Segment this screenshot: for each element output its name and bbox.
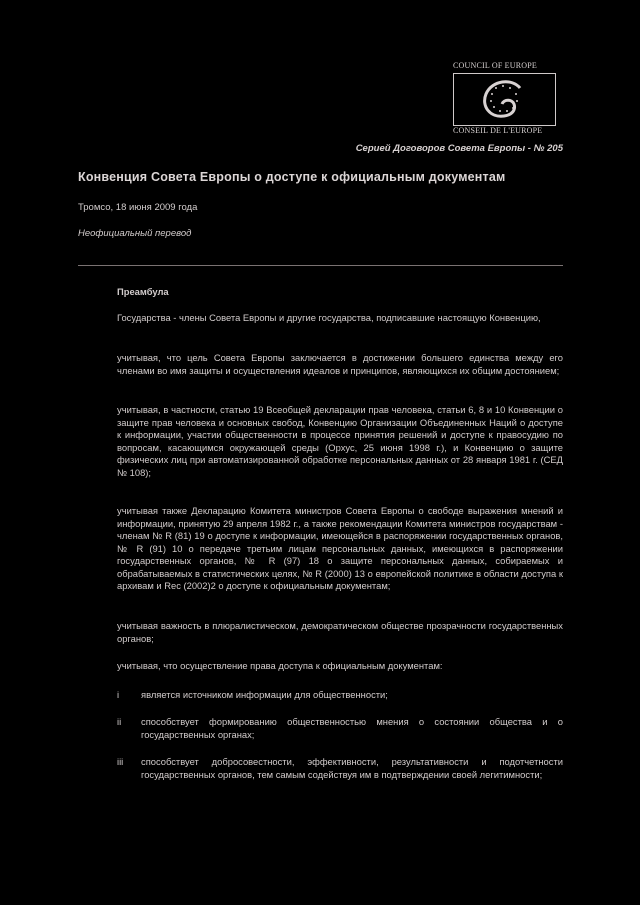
preamble-heading: Преамбула xyxy=(117,286,169,297)
logo-top-text: COUNCIL OF EUROPE xyxy=(453,61,537,70)
council-of-europe-logo xyxy=(453,73,556,126)
logo-emblem-icon xyxy=(454,74,555,125)
logo-bottom-text: CONSEIL DE L'EUROPE xyxy=(453,126,543,135)
divider xyxy=(78,265,563,266)
paragraph: учитывая, что цель Совета Европы заключается в достижении большего единства между его членами во имя защиты и осуществления идеалов и принципов, являющихся их общим достоянием; xyxy=(117,352,563,376)
document-title: Конвенция Совета Европы о доступе к официальным документам xyxy=(78,170,506,184)
paragraph: учитывая, что осуществление права доступа к официальным документам: xyxy=(117,660,443,671)
paragraph: учитывая также Декларацию Комитета министров Совета Европы о свободе выражения мнений и информации, принятую 29 апреля 1982 г., а также рекомендации Комитета министров государствам - членам № R (81) 19 о доступе к информации, имеющейся в распоряжении государственных органов, № R (91) 10 о передаче третьим лицам персональных данных, имеющихся в распоряжении государственных органов, № R (97) 18 о защите персональных данных, собираемых и обрабатываемых в статистических целях, № R (2000) 13 о европейской политике в области доступа к архивам и Rec (2002)2 о доступе к официальным документам; xyxy=(117,505,563,591)
list-text: способствует добросовестности, эффективности, результативности и подотчетности государственных органов, тем самым содействуя им в подтверждении своей легитимности; xyxy=(141,756,563,780)
list-number: i xyxy=(117,689,120,700)
paragraph: учитывая, в частности, статью 19 Всеобщей декларации прав человека, статьи 6, 8 и 10 Конвенции о защите прав человека и основных свобод, Конвенцию Организации Объединенных Наций о доступе к информации, участии общественности в процессе принятия решений и доступе к правосудию по вопросам, касающимся окружающей среды (Орхус, 25 июня 1998 г.), и Конвенцию о защите физических лиц при автоматизированной обработке персональных данных от 28 января 1981 г. (СЕД № 108); xyxy=(117,404,563,478)
paragraph: Государства - члены Совета Европы и другие государства, подписавшие настоящую Конвенцию, xyxy=(117,312,541,323)
translation-note: Неофициальный перевод xyxy=(78,228,192,239)
treaty-series: Серией Договоров Совета Европы - № 205 xyxy=(355,143,563,154)
document-date: Тромсо, 18 июня 2009 года xyxy=(78,202,198,213)
list-number: ii xyxy=(117,716,122,727)
list-text: способствует формированию общественностью мнения о состоянии общества и о государственных органах; xyxy=(141,716,563,740)
list-text: является источником информации для общественности; xyxy=(141,689,388,700)
paragraph: учитывая важность в плюралистическом, демократическом обществе прозрачности государственных органов; xyxy=(117,620,563,644)
list-number: iii xyxy=(117,756,124,767)
